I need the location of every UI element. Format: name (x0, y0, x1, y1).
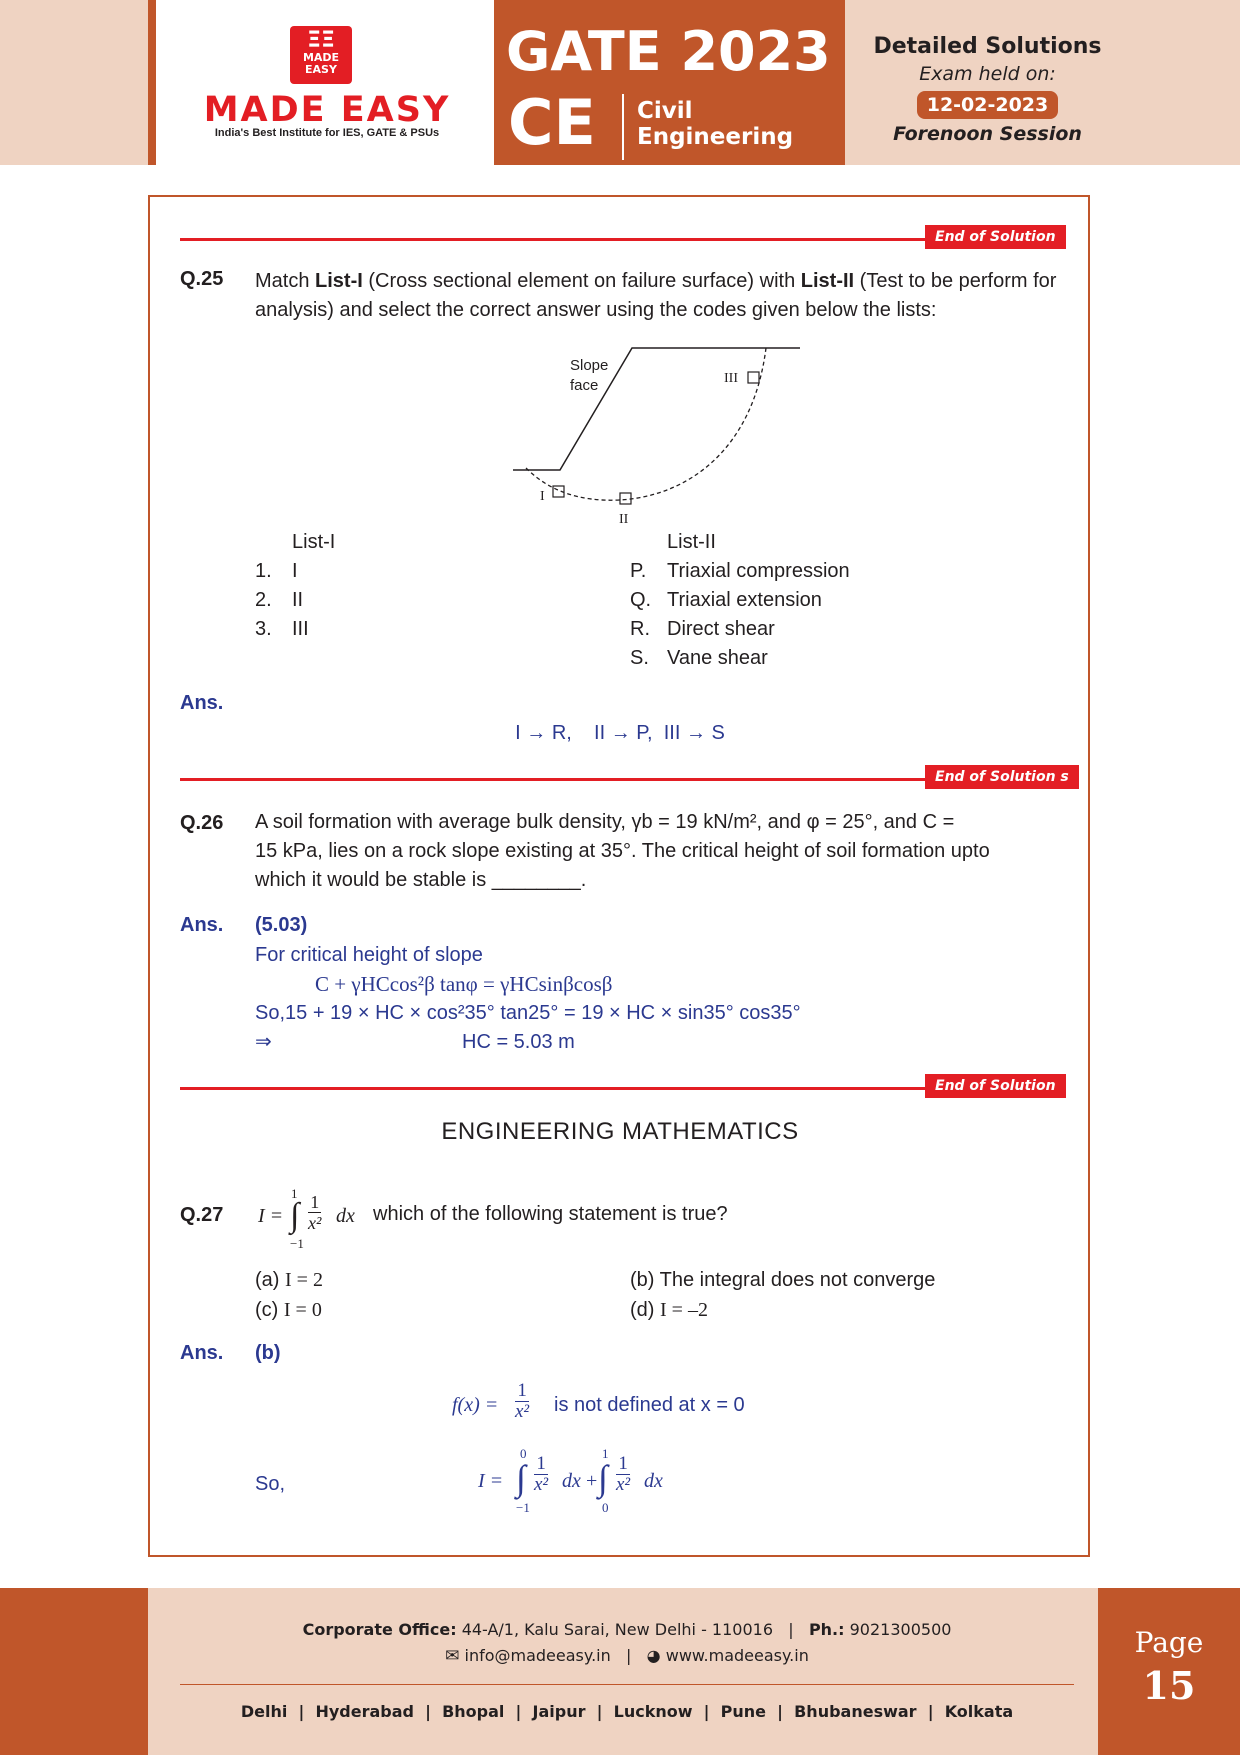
fig-ii-label: II (619, 512, 629, 527)
list2-item-key: S. (630, 647, 649, 669)
end-of-solution-rule (180, 778, 925, 781)
split-lhs: I = (478, 1470, 504, 1492)
q25-list1-ref: List-I (315, 270, 363, 292)
integral-lower-limit: −1 (290, 1236, 304, 1251)
option-key: (d) (630, 1299, 655, 1321)
end-of-solution-rule (180, 238, 925, 241)
fraction-denominator: x² (515, 1401, 530, 1422)
option-c (255, 1296, 322, 1325)
end-of-solution-tag: End of Solution (925, 225, 1066, 249)
branch-name (637, 98, 793, 150)
q26-line-2: 15 kPa, lies on a rock slope existing at 35°. The critical height of soil formation upto (255, 840, 990, 862)
list2-item-value: Direct shear (667, 618, 775, 640)
integral-sign: ∫ (516, 1458, 526, 1498)
footer-left-band (0, 1588, 148, 1755)
list1-item-value: I (292, 560, 298, 582)
integral-lower-limit: −1 (516, 1500, 530, 1515)
list2-heading: List-II (667, 531, 716, 553)
fraction-denominator: x² (308, 1213, 322, 1233)
plus-sign: + (586, 1470, 598, 1492)
question-text (255, 808, 1060, 895)
integral-sign: ∫ (598, 1458, 608, 1498)
contact-links (180, 1646, 1074, 1666)
option-value: I = –2 (660, 1299, 708, 1321)
list1-item (255, 586, 303, 615)
integral-dx: dx (562, 1470, 581, 1492)
solution-line: So,15 + 19 × HC × cos²35° tan25° = 19 × HC × sin35° cos35° (255, 1002, 801, 1024)
exam-held-label: Exam held on: (919, 63, 1056, 85)
list1-heading: List-I (292, 531, 336, 553)
element-iii-box (748, 372, 759, 383)
fraction-numerator: 1 (515, 1381, 529, 1402)
solution-result: HC = 5.03 m (462, 1031, 575, 1053)
list1-item (255, 615, 309, 644)
q25-text-pre: Match (255, 270, 316, 292)
slope-failure-diagram (508, 340, 808, 535)
branch-line-1: Civil (637, 98, 693, 124)
option-key: (c) (255, 1299, 279, 1321)
solution-line: For critical height of slope (255, 944, 483, 966)
question-number: Q.25 (180, 268, 224, 290)
answer-value: (5.03) (255, 914, 308, 936)
list2-item-key: Q. (630, 589, 652, 611)
integral-expression (258, 1186, 368, 1252)
option-value: I = 2 (285, 1269, 323, 1291)
fx-tail: is not defined at x = 0 (554, 1394, 745, 1416)
answer-label: Ans. (180, 1342, 224, 1364)
corporate-office (180, 1620, 1074, 1639)
option-key: (b) (630, 1269, 655, 1291)
answer-matching: I → R, II → P, III → S (515, 722, 725, 744)
exam-session: Forenoon Session (893, 123, 1082, 145)
branch-code: CE (508, 86, 596, 159)
so-label: So, (255, 1473, 286, 1495)
list2-item-value: Triaxial compression (667, 560, 850, 582)
website-link[interactable]: www.madeeasy.in (665, 1646, 809, 1665)
end-of-solution-tag: End of Solution (925, 1074, 1066, 1098)
branch-line-2: Engineering (637, 124, 794, 150)
phone-label: Ph.: (808, 1620, 845, 1639)
list2-item (630, 644, 768, 673)
fraction-numerator: 1 (308, 1192, 321, 1213)
question-text (255, 267, 1060, 325)
option-value: The integral does not converge (659, 1269, 936, 1291)
detailed-solutions-title: Detailed Solutions (873, 34, 1102, 59)
integral-fraction (308, 1192, 321, 1233)
email-link[interactable]: info@madeeasy.in (464, 1646, 611, 1665)
fraction-numerator: 1 (616, 1454, 630, 1475)
end-of-solution-rule (180, 1087, 925, 1090)
branch-divider (622, 94, 624, 160)
list1-item-key: 2. (255, 589, 272, 611)
exam-date-badge: 12-02-2023 (917, 91, 1059, 119)
fraction-numerator: 1 (534, 1454, 548, 1475)
page-label: Page (1134, 1626, 1204, 1659)
fig-iii-label: III (724, 371, 738, 386)
list1-item-value: III (292, 618, 309, 640)
implies-arrow: ⇒ (255, 1031, 272, 1053)
list2-item-key: R. (630, 618, 650, 640)
separator: | (788, 1620, 794, 1639)
integral-sign: ∫ (290, 1197, 300, 1234)
separator: | (626, 1646, 632, 1665)
q25-text-post: (Test to be perform for analysis) and select the correct answer using the codes given below the lists: (255, 270, 1057, 321)
integral-upper-limit: 0 (520, 1446, 527, 1461)
corp-address: 44-A/1, Kalu Sarai, New Delhi - 110016 (461, 1620, 774, 1639)
list2-item (630, 615, 775, 644)
list1-item (255, 557, 298, 586)
integral-dx: dx (336, 1205, 355, 1227)
option-key: (a) (255, 1269, 280, 1291)
page-indicator (1098, 1588, 1240, 1755)
exam-title: GATE 2023 (506, 20, 831, 83)
section-heading: ENGINEERING MATHEMATICS (441, 1118, 799, 1145)
option-d (630, 1296, 708, 1325)
solution-integral-split (478, 1446, 718, 1514)
header-strip (148, 0, 156, 165)
fraction-denominator: x² (616, 1474, 631, 1495)
list2-item-key: P. (630, 560, 647, 582)
integral-upper-limit: 1 (602, 1446, 609, 1461)
integral-upper-limit: 1 (291, 1186, 298, 1201)
element-ii-box (620, 493, 631, 504)
page-number: 15 (1142, 1663, 1196, 1708)
question-number: Q.27 (180, 1204, 224, 1226)
logo-badge-text: MADE EASY (302, 51, 340, 76)
brand-name: MADE EASY (203, 90, 451, 130)
brand-tagline: India's Best Institute for IES, GATE & PSUs (214, 127, 440, 139)
list1-item-value: II (292, 589, 304, 611)
city-list: Delhi | Hyderabad | Bhopal | Jaipur | Lucknow | Pune | Bhubaneswar | Kolkata (240, 1702, 1014, 1721)
fraction-denominator: x² (534, 1474, 549, 1495)
logo-badge: ΞΞ MADE EASY (290, 26, 352, 84)
fig-face-label: face (570, 377, 599, 394)
answer-label: Ans. (180, 692, 224, 714)
option-a (255, 1266, 323, 1295)
footer-divider (180, 1684, 1074, 1685)
fx-lhs: f(x) = (452, 1394, 499, 1416)
answer-value: (b) (255, 1342, 281, 1364)
q26-line-1: A soil formation with average bulk density, γb = 19 kN/m², and φ = 25°, and C = (255, 811, 955, 833)
list1-item-key: 3. (255, 618, 272, 640)
answer-label: Ans. (180, 914, 224, 936)
integral-fraction (534, 1454, 548, 1495)
exam-details (845, 34, 1130, 145)
fig-i-label: I (540, 489, 545, 504)
list2-item-value: Vane shear (667, 647, 768, 669)
fig-slope-label: Slope (570, 357, 609, 374)
option-b (630, 1266, 935, 1295)
integral-fraction (616, 1454, 630, 1495)
solution-equation: C + γHCcos²β tanφ = γHCsinβcosβ (315, 972, 613, 996)
integral-lhs: I = (258, 1205, 284, 1227)
q26-line-3: which it would be stable is ________. (255, 869, 587, 891)
q25-text-mid: (Cross sectional element on failure surface) with (362, 270, 801, 292)
end-of-solution-tag: End of Solution s (925, 765, 1079, 789)
mail-icon: ✉ (445, 1646, 460, 1666)
integral-dx: dx (644, 1470, 663, 1492)
question-number: Q.26 (180, 812, 224, 834)
fx-fraction (515, 1381, 529, 1422)
list2-item (630, 586, 822, 615)
globe-icon: ◕ (646, 1646, 661, 1665)
phone-number: 9021300500 (849, 1620, 952, 1639)
list1-item-key: 1. (255, 560, 272, 582)
integral-lower-limit: 0 (602, 1500, 609, 1515)
option-value: I = 0 (283, 1299, 322, 1321)
q25-list2-ref: List-II (800, 270, 855, 292)
footer-background (0, 1588, 1240, 1755)
list2-item (630, 557, 850, 586)
list2-item-value: Triaxial extension (667, 589, 822, 611)
question-text: which of the following statement is true? (373, 1203, 728, 1225)
solution-fx (452, 1378, 812, 1432)
corp-label: Corporate Office: (302, 1620, 457, 1639)
